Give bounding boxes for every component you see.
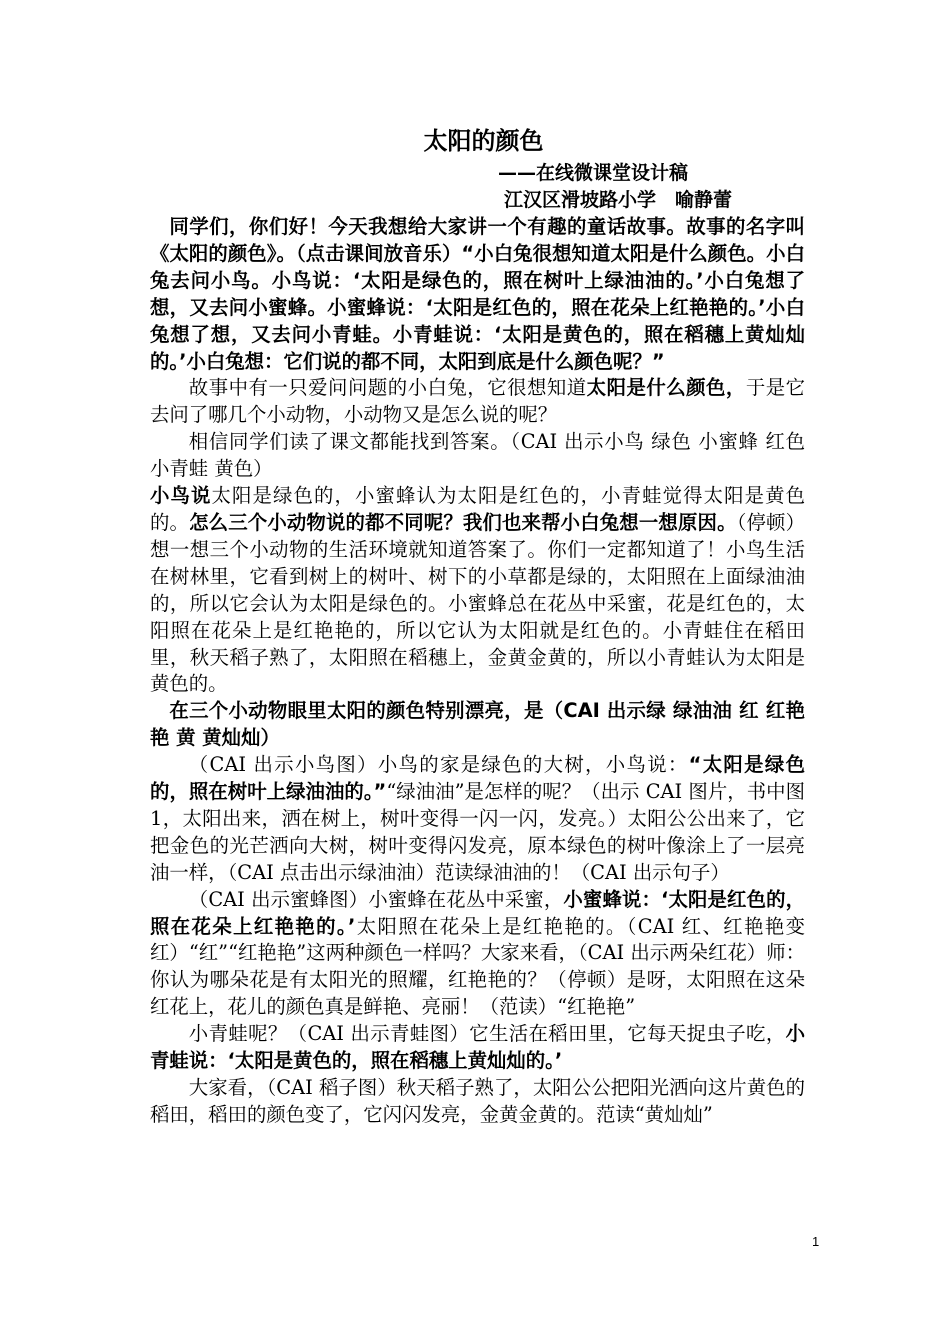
paragraph-bird [150,752,805,887]
emphasis-text: 怎么三个小动物说的都不同呢？我们也来帮小白兔想一想原因。 [189,510,737,534]
page-number: 1 [812,1234,820,1249]
document-body [150,122,805,1129]
author-line: 江汉区滑坡路小学 喻静蕾 [504,189,733,211]
paragraph-rice: 大家看，（CAI 稻子图）秋天稻子熟了，太阳公公把阳光洒向这片黄色的稻田，稻田的颜色变了，它闪闪发亮，金黄金黄的。范读“黄灿灿” [150,1076,805,1126]
paragraph-bee [150,887,805,1022]
paragraph-text: （CAI 出示蜜蜂图）小蜜蜂在花丛中采蜜， [188,887,564,911]
page-subtitle: ——在线微课堂设计稿 [498,162,689,184]
paragraph-colors: 在三个小动物眼里太阳的颜色特别漂亮，是（CAI 出示绿 绿油油 红 红艳艳 黄 黄灿灿） [150,699,805,750]
paragraph-text: （停顿）想一想三个小动物的生活环境就知道答案了。你们一定都知道了！小鸟生活在树林里，它看到树上的树叶、树下的小草都是绿的，太阳照在上面绿油油的，所以它会认为太阳是绿色的。小蜜蜂总在花丛中采蜜，花是红色的，太阳照在花朵上是红艳艳的，所以它认为太阳就是红色的。小青蛙住在稻田里，秋天稻子熟了，太阳照在稻穗上，金黄金黄的，所以小青蛙认为太阳是黄色的。 [150,510,805,696]
emphasis-text: “太阳是绿色的，照在树叶上绿油油的。” [150,753,805,804]
emphasis-text: 太阳是什么颜色， [586,376,746,400]
paragraph-intro: 同学们，你们好！今天我想给大家讲一个有趣的童话故事。故事的名字叫《太阳的颜色》。（点击课间放音乐）“小白兔很想知道太阳是什么颜色。小白兔去问小鸟。小鸟说：‘太阳是绿色的，照在树叶上绿油油的。’小白兔想了想，又去问小蜜蜂。小蜜蜂说：‘太阳是红色的，照在花朵上红艳艳的。’小白兔想了想，又去问小青蛙。小青蛙说：‘太阳是黄色的，照在稻穗上黄灿灿的。’小白兔想：它们说的都不同，太阳到底是什么颜色呢？” [150,215,805,373]
paragraph-text: 太阳照在花朵上是红艳艳的。（CAI 红、红艳艳变红）“红”“红艳艳”这两种颜色一样吗？大家来看，（CAI 出示两朵红花）师：你认为哪朵花是有太阳光的照耀，红艳艳的？（停顿）是呀，太阳照在这朵红花上，花儿的颜色真是鲜艳、亮丽！（范读）“红艳艳” [150,914,805,1019]
paragraph-text: “绿油油”是怎样的呢？（出示 CAI 图片，书中图 1，太阳出来，洒在树上，树叶变得一闪一闪，发亮。）太阳公公出来了，它把金色的光芒洒向大树，树叶变得闪发亮，原本绿色的树叶像涂上了一层亮油一样，（CAI 点击出示绿油油）范读绿油油的！（CAI 出示句子） [150,780,806,884]
emphasis-text: 小青蛙说：‘太阳是黄色的，照在稻穗上黄灿灿的。’ [150,1022,805,1073]
page-title: 太阳的颜色 [423,127,544,155]
emphasis-text: 小蜜蜂说：‘太阳是红色的，照在花朵上红艳艳的。’ [150,887,805,938]
paragraph-answer: 相信同学们读了课文都能找到答案。（CAI 出示小鸟 绿色 小蜜蜂 红色 小青蛙 黄色） [150,430,805,481]
paragraph-question [150,375,805,429]
paragraph-text: 故事中有一只爱问问题的小白兔，它很想知道 [188,376,587,400]
paragraph-text: 小青蛙呢？（CAI 出示青蛙图）它生活在稻田里，它每天捉虫子吃， [188,1022,786,1046]
paragraph-reason [150,483,805,698]
paragraph-text: 于是它去问了哪几个小动物，小动物又是怎么说的呢？ [150,376,806,427]
paragraph-text: 太阳是绿色的，小蜜蜂认为太阳是红色的，小青蛙觉得太阳是黄色的。 [150,484,806,534]
paragraph-frog [150,1021,805,1075]
emphasis-text: 小鸟说 [150,484,212,508]
paragraph-text: （CAI 出示小鸟图）小鸟的家是绿色的大树，小鸟说： [188,753,689,777]
